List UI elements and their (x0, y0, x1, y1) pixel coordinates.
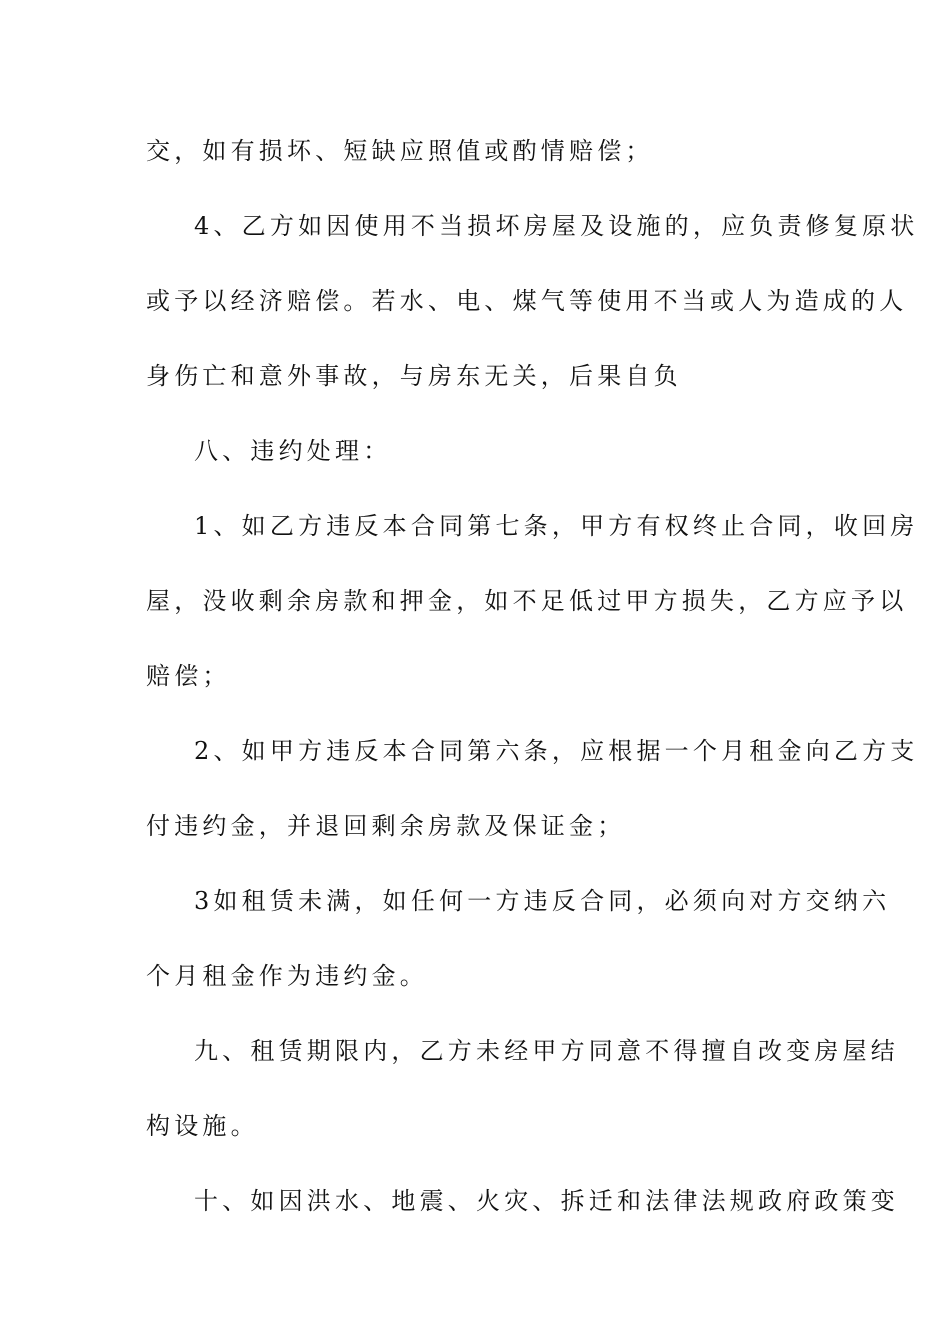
text-line: 付违约金，并退回剩余房款及保证金； (146, 812, 626, 840)
section-heading-10: 十、如因洪水、地震、火灾、拆迁和法律法规政府政策变 (194, 1187, 899, 1215)
clause-7-4: 4、乙方如因使用不当损坏房屋及设施的，应负责修复原状 (194, 212, 919, 240)
text-line: 屋，没收剩余房款和押金，如不足低过甲方损失，乙方应予以 (146, 587, 908, 615)
text-line: 身伤亡和意外事故，与房东无关，后果自负 (146, 362, 682, 390)
text-line: 赔偿； (146, 662, 231, 690)
clause-8-3: 3如租赁未满，如任何一方违反合同，必须向对方交纳六 (194, 887, 891, 915)
text-line: 构设施。 (146, 1112, 259, 1140)
text-line: 个月租金作为违约金。 (146, 962, 428, 990)
clause-8-2: 2、如甲方违反本合同第六条，应根据一个月租金向乙方支 (194, 737, 919, 765)
section-heading-8: 八、违约处理： (194, 437, 392, 465)
text-line: 或予以经济赔偿。若水、电、煤气等使用不当或人为造成的人 (146, 287, 908, 315)
section-heading-9: 九、租赁期限内，乙方未经甲方同意不得擅自改变房屋结 (194, 1037, 899, 1065)
text-line: 交，如有损坏、短缺应照值或酌情赔偿； (146, 137, 654, 165)
clause-8-1: 1、如乙方违反本合同第七条，甲方有权终止合同，收回房 (194, 512, 919, 540)
